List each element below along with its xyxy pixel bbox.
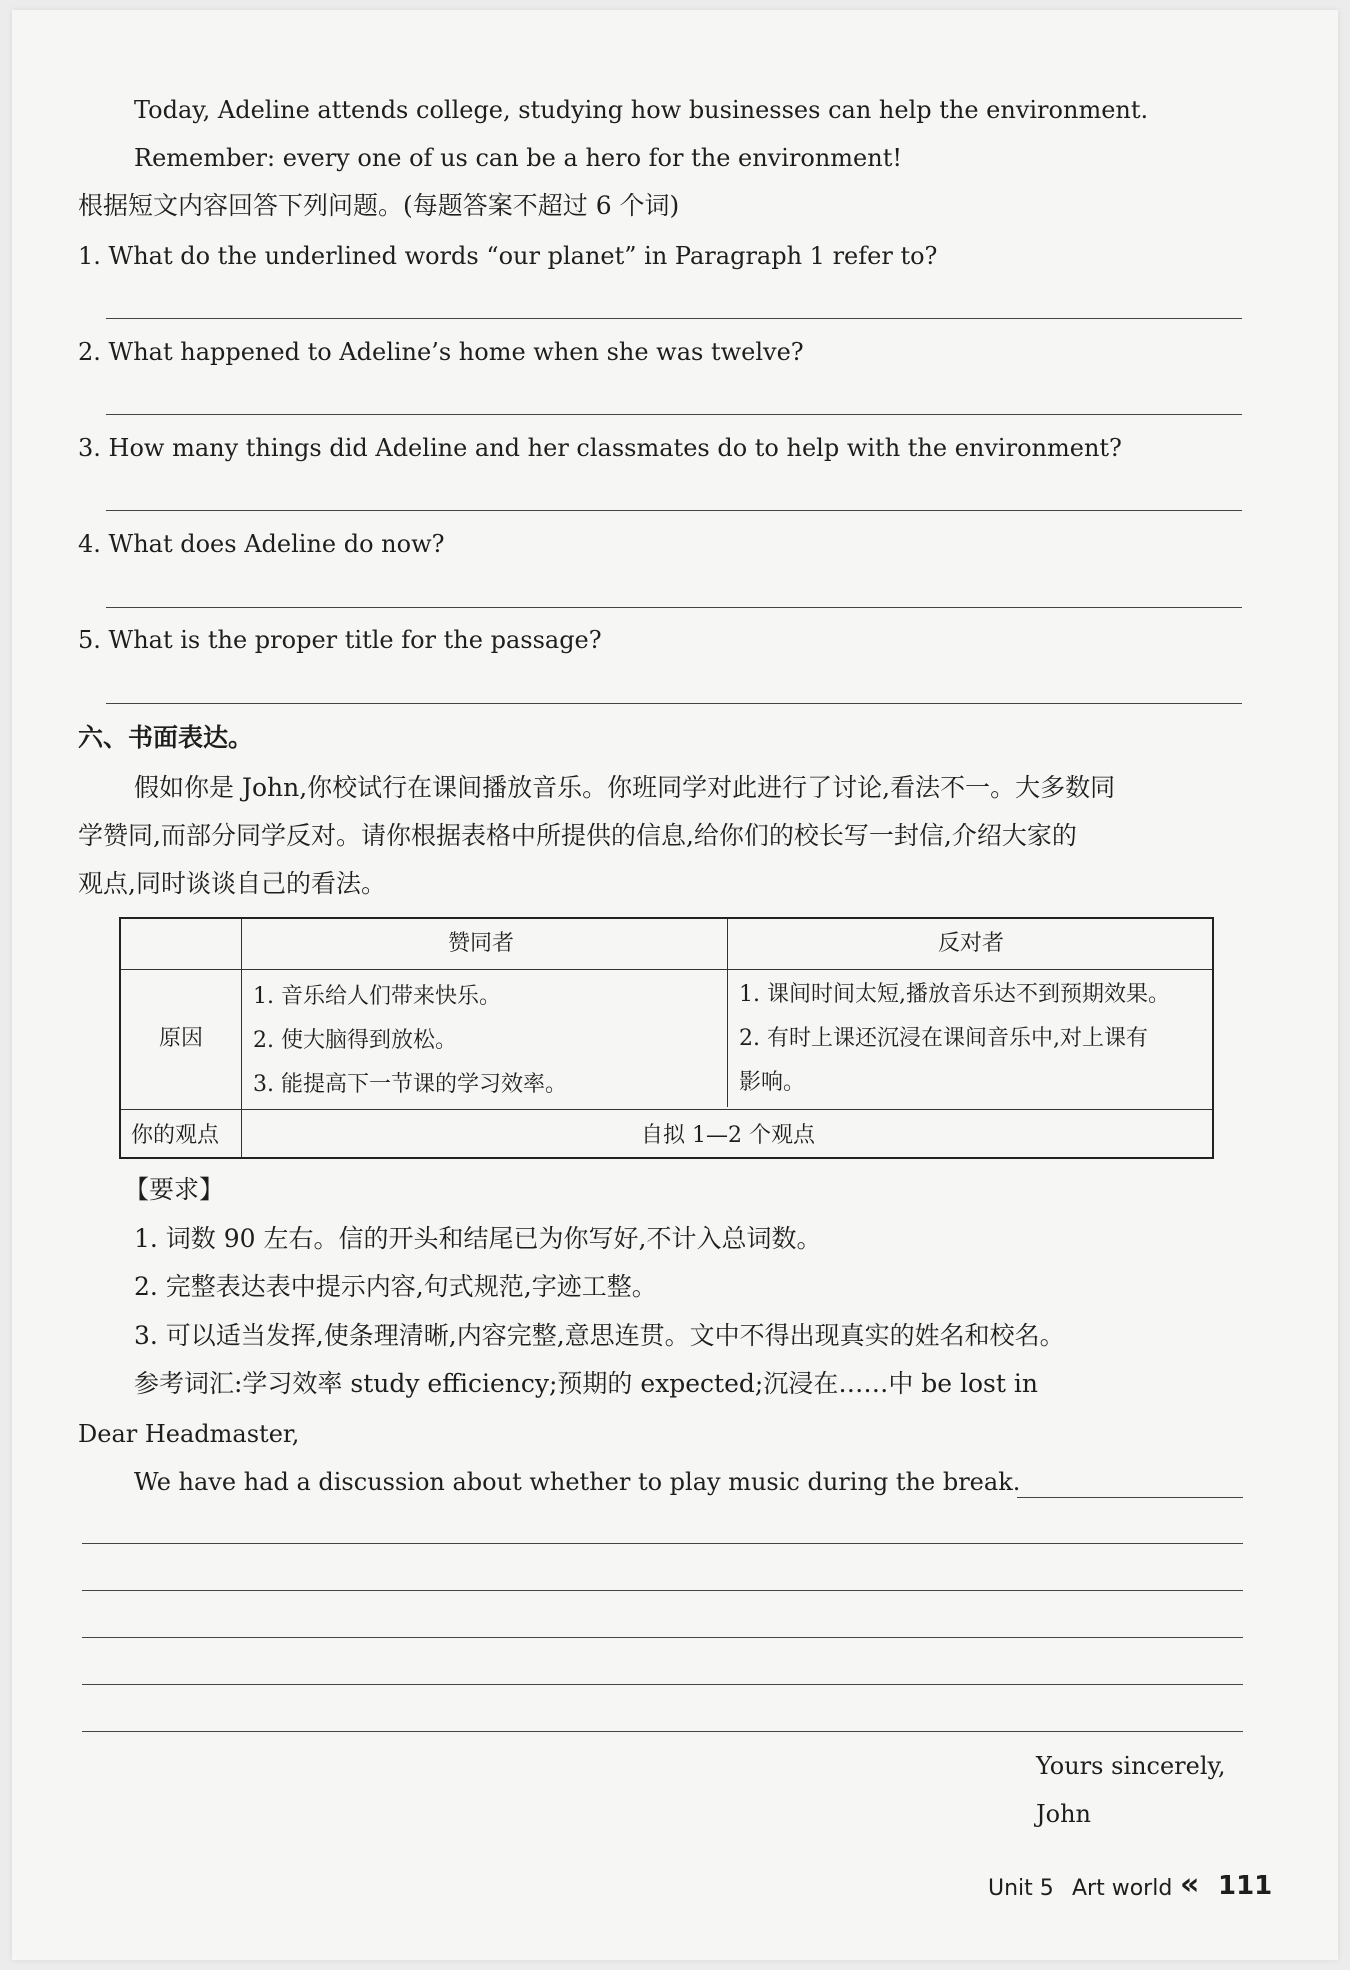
requirement-3: 3. 可以适当发挥,使条理清晰,内容完整,意思连贯。文中不得出现真实的姓名和校名。: [134, 1321, 1065, 1350]
letter-signature: John: [1036, 1800, 1091, 1828]
double-chevron-left-icon: «: [1180, 1867, 1200, 1902]
opinion-hint: 自拟 1—2 个观点: [641, 1123, 815, 1148]
requirements-heading: 【要求】: [124, 1175, 225, 1204]
vocabulary-hint: 参考词汇:学习效率 study efficiency;预期的 expected;沉浸在……中 be lost in: [134, 1369, 1038, 1398]
support-reason-2: 2. 使大脑得到放松。: [253, 1028, 457, 1053]
page-number: 111: [1218, 1871, 1273, 1901]
prompt-line-3: 观点,同时谈谈自己的看法。: [78, 869, 386, 898]
questions-instruction: 根据短文内容回答下列问题。(每题答案不超过 6 个词): [78, 191, 680, 220]
oppose-reason-2: 2. 有时上课还沉浸在课间音乐中,对上课有: [739, 1026, 1148, 1051]
table-divider: [727, 919, 728, 1107]
writing-line[interactable]: [82, 1590, 1243, 1591]
letter-closing: Yours sincerely,: [1036, 1752, 1226, 1780]
footer-unit: Unit 5: [988, 1876, 1054, 1901]
question-4: 4. What does Adeline do now?: [78, 530, 445, 558]
letter-salutation: Dear Headmaster,: [78, 1420, 300, 1448]
footer-unit-title: Art world: [1072, 1876, 1173, 1901]
answer-line-2[interactable]: [106, 414, 1242, 415]
answer-line-5[interactable]: [106, 703, 1242, 704]
requirement-1: 1. 词数 90 左右。信的开头和结尾已为你写好,不计入总词数。: [134, 1224, 822, 1253]
writing-line[interactable]: [82, 1637, 1243, 1638]
letter-opening: We have had a discussion about whether to play music during the break.: [134, 1468, 1021, 1496]
header-oppose: 反对者: [938, 931, 1005, 956]
opinion-table: [119, 917, 1214, 1159]
writing-line[interactable]: [82, 1543, 1243, 1544]
question-2: 2. What happened to Adeline’s home when she was twelve?: [78, 338, 804, 366]
oppose-reason-1: 1. 课间时间太短,播放音乐达不到预期效果。: [739, 982, 1170, 1007]
question-1: 1. What do the underlined words “our planet” in Paragraph 1 refer to?: [78, 242, 938, 270]
table-divider: [241, 919, 242, 1157]
workbook-page: [12, 10, 1338, 1960]
oppose-reason-3: 影响。: [739, 1070, 806, 1095]
answer-line-4[interactable]: [106, 607, 1242, 608]
support-reason-3: 3. 能提高下一节课的学习效率。: [253, 1072, 567, 1097]
question-3: 3. How many things did Adeline and her classmates do to help with the environment?: [78, 434, 1122, 462]
row-label-reason: 原因: [159, 1026, 204, 1051]
requirement-2: 2. 完整表达表中提示内容,句式规范,字迹工整。: [134, 1272, 657, 1301]
writing-line[interactable]: [82, 1684, 1243, 1685]
prompt-line-2: 学赞同,而部分同学反对。请你根据表格中所提供的信息,给你们的校长写一封信,介绍大家的: [78, 821, 1077, 850]
section-heading: 六、书面表达。: [78, 723, 254, 752]
passage-line-1: Today, Adeline attends college, studying how businesses can help the environment.: [134, 96, 1149, 124]
row-label-opinion: 你的观点: [131, 1123, 220, 1148]
prompt-line-1: 假如你是 John,你校试行在课间播放音乐。你班同学对此进行了讨论,看法不一。大多数同: [134, 773, 1116, 802]
answer-line-3[interactable]: [106, 510, 1242, 511]
writing-line[interactable]: [1017, 1497, 1243, 1498]
support-reason-1: 1. 音乐给人们带来快乐。: [253, 984, 501, 1009]
question-5: 5. What is the proper title for the passage?: [78, 626, 602, 654]
answer-line-1[interactable]: [106, 318, 1242, 319]
passage-line-2: Remember: every one of us can be a hero for the environment!: [134, 144, 902, 172]
table-divider: [121, 969, 1212, 970]
header-support: 赞同者: [448, 931, 515, 956]
writing-line[interactable]: [82, 1731, 1243, 1732]
table-divider: [121, 1109, 1212, 1110]
